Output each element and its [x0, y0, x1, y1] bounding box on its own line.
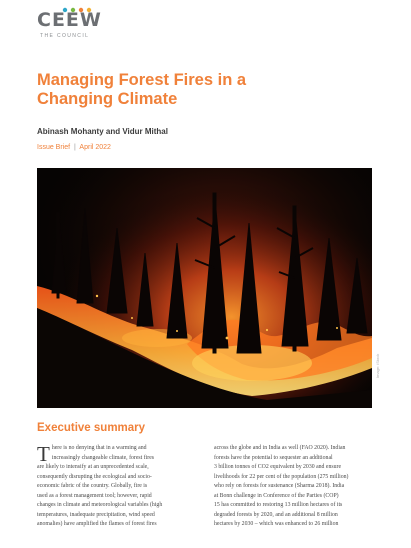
- text-line: economic fabric of the country. Globally, fire is: [37, 483, 148, 489]
- title-line-2: Changing Climate: [37, 90, 178, 108]
- dropcap: T: [37, 442, 50, 466]
- summary-paragraph-right: [214, 444, 374, 530]
- text-line: forests have the potential to sequester an additional: [214, 454, 333, 461]
- document-authors: Abinash Mohanty and Vidur Mithal: [37, 127, 168, 136]
- text-line: who rely on forests for sustenance (Sharma 2018). India: [214, 483, 345, 489]
- text-line: consequently disrupting the ecological and socio-: [37, 473, 152, 480]
- text-line: at Bonn challenge in Conference of the Parties (COP): [214, 492, 339, 499]
- meta-separator: |: [74, 144, 76, 151]
- text-line: temperatures, inadequate precipitation, wind speed: [37, 511, 155, 518]
- forest-fire-photo: [37, 168, 372, 408]
- logo-wordmark: CEEW: [37, 9, 102, 31]
- text-line: changes in climate and meteorological variables (high: [37, 502, 163, 508]
- text-line: are likely to intensify at an unprecedented scale,: [37, 464, 149, 470]
- text-line: used as a forest management tool; however, rapid: [37, 492, 152, 499]
- section-heading-executive-summary: Executive summary: [37, 422, 146, 434]
- document-type: Issue Brief: [37, 144, 71, 151]
- document-title: [37, 71, 337, 109]
- text-line: hectares by 2030 – which was enhanced to 26 million: [214, 521, 339, 527]
- text-line: anomalies) have amplified the flames of forest fires: [37, 521, 157, 527]
- text-line: degraded forests by 2020, and an additional 8 million: [214, 511, 338, 518]
- text-line: across the globe and in India as well (FAO 2020). Indian: [214, 445, 346, 451]
- summary-column-left: [37, 444, 197, 530]
- ceew-logo: [37, 9, 102, 42]
- title-line-1: Managing Forest Fires in a: [37, 71, 247, 89]
- document-date: April 2022: [79, 144, 111, 151]
- logo-tagline: THE COUNCIL: [40, 33, 90, 39]
- text-line: increasingly changeable climate, forest fires: [51, 454, 155, 461]
- summary-column-right: [214, 444, 374, 530]
- text-line: 3 billion tonnes of CO2 equivalent by 2030 and ensure: [214, 464, 342, 470]
- document-meta: [37, 144, 111, 151]
- text-line: here is no denying that in a warming and: [51, 445, 147, 451]
- image-credit: Image: iStock: [375, 353, 380, 378]
- text-line: livelihoods for 22 per cent of the population (275 million): [214, 473, 349, 480]
- summary-paragraph-left: [37, 444, 197, 530]
- text-line: 15 has committed to restoring 13 million hectares of its: [214, 502, 343, 508]
- forest-fire-illustration: [37, 168, 372, 408]
